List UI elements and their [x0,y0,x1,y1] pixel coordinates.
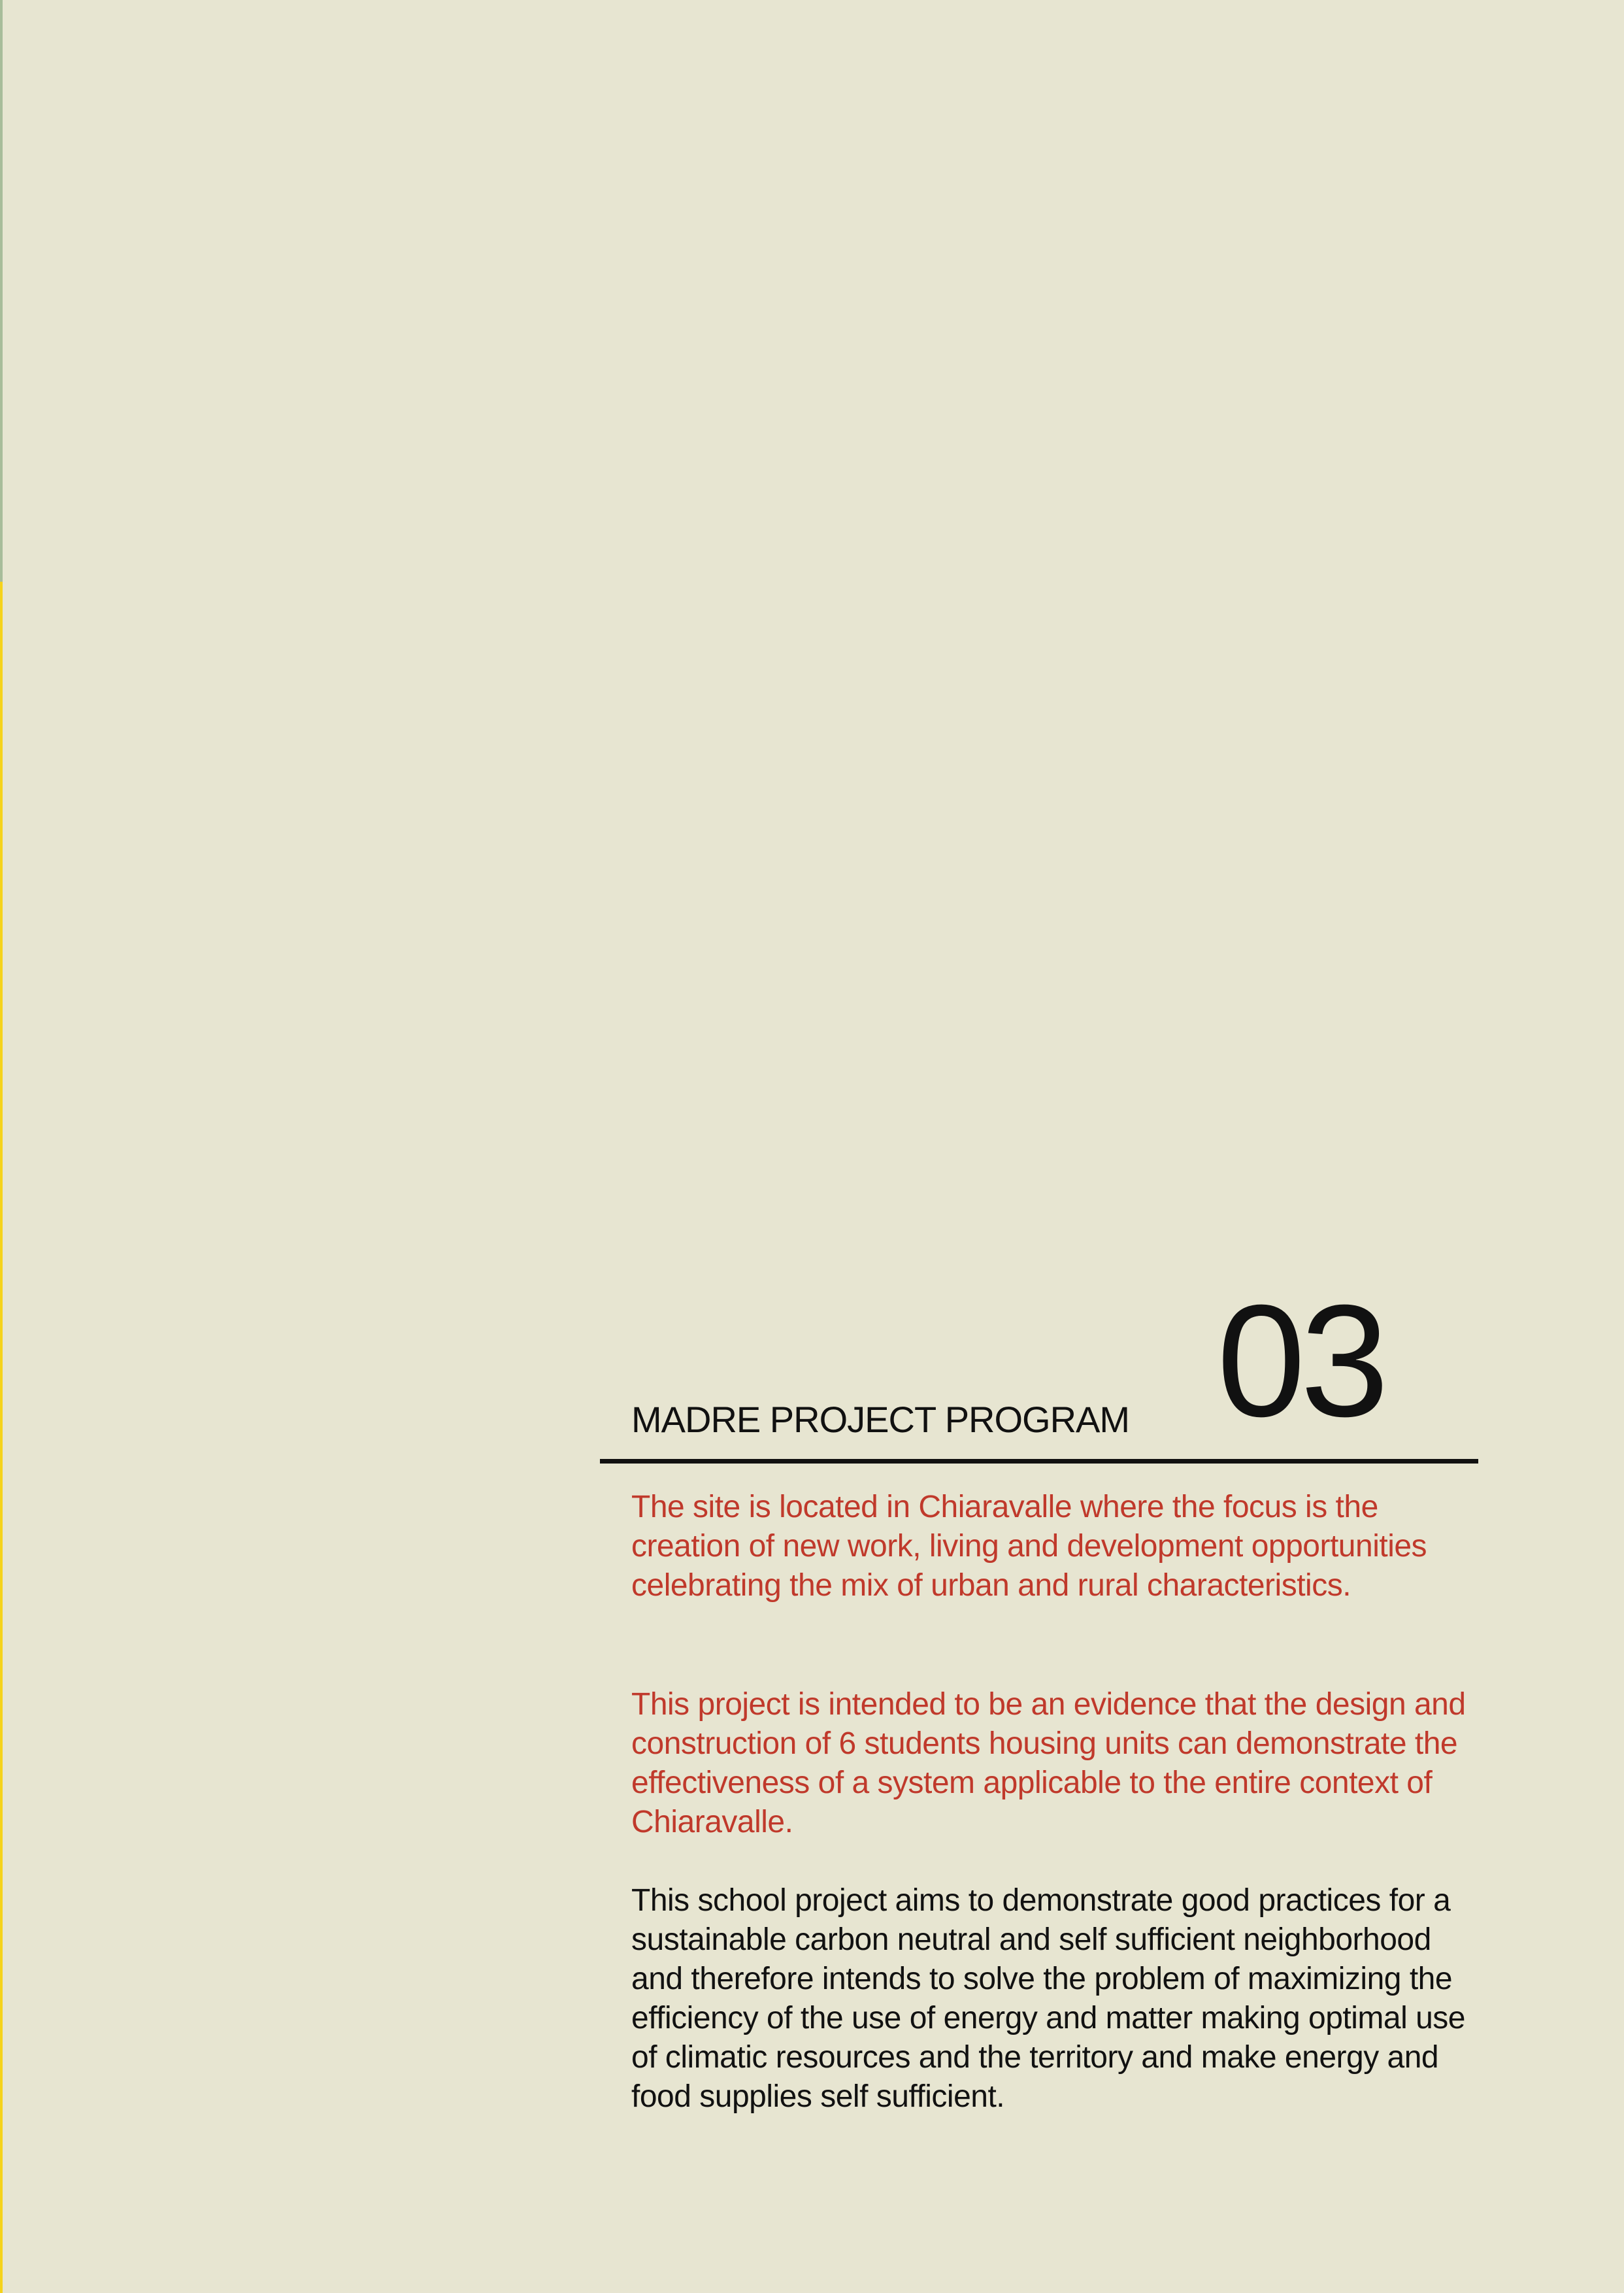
section-title: MADRE PROJECT PROGRAM [631,1399,1130,1440]
section-number: 03 [1217,1271,1384,1450]
intro-paragraph-housing: This project is intended to be an evidence that the design and construction of 6 students housing units can demonstrate the effectiveness of a system applicable to the entire context of Chiaravalle. [631,1687,1466,1839]
left-edge-stripe-yellow [0,582,3,2293]
title-divider [600,1459,1478,1464]
left-edge-stripe-green [0,0,3,582]
body-paragraph-school: This school project aims to demonstrate good practices for a sustainable carbon neutral and self sufficient neighborhood and therefore intends to solve the problem of maximizing the efficiency of the use of energy and matter making optimal use of climatic resources and the territory and make energy and food supplies self sufficient. [631,1883,1465,2114]
intro-paragraph-site: The site is located in Chiaravalle where the focus is the creation of new work, living and development opportunities celebrating the mix of urban and rural characteristics. [631,1490,1427,1603]
